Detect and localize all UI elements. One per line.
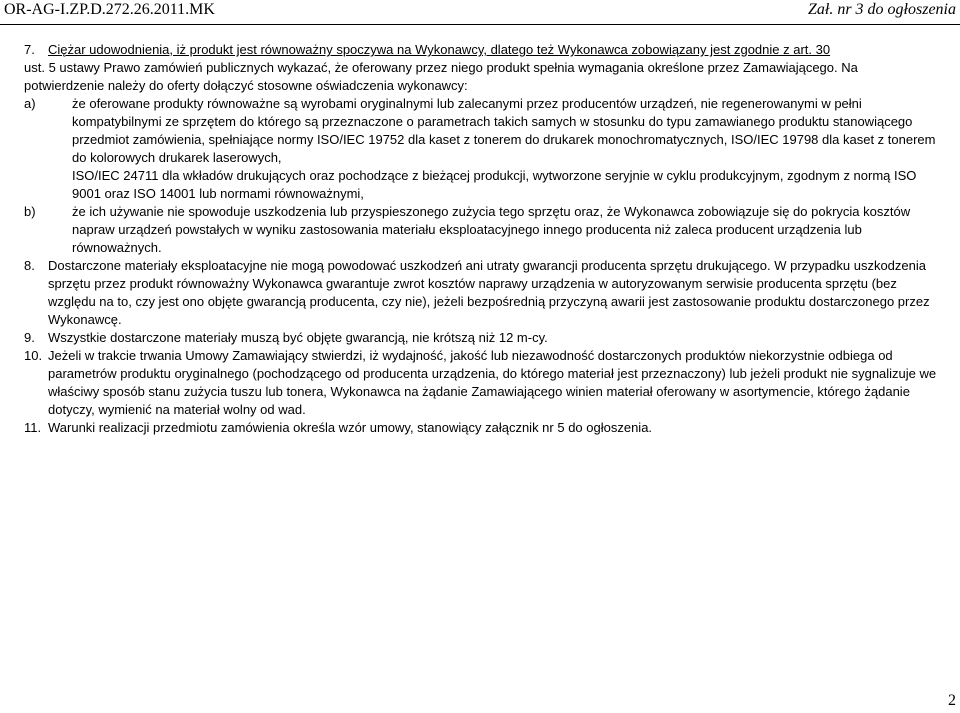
item-number: 10. bbox=[24, 348, 43, 363]
subitem-label: a) bbox=[24, 96, 36, 111]
subitem-text-2: ISO/IEC 24711 dla wkładów drukujących oraz pochodzące z bieżącej produkcji, wytworzone seryjnie w cyklu produkcyjnym, zgodnym z normą ISO 9001 oraz ISO 14001 lub normami równoważnymi, bbox=[72, 168, 917, 201]
subitem-text: że ich używanie nie spowoduje uszkodzenia lub przyspieszonego zużycia tego sprzętu oraz, że Wykonawca zobowiązuje się do pokrycia kosztów napraw urządzeń powstałych w wyniku zastosowania materiału eksploatacyjnego innego producenta niż zaleca producent urządzenia lub równoważnych. bbox=[72, 204, 911, 255]
item-7 bbox=[24, 41, 939, 59]
item-number: 9. bbox=[24, 330, 35, 345]
subitem-b bbox=[24, 203, 939, 257]
page-header bbox=[0, 0, 960, 24]
item-11 bbox=[24, 419, 939, 437]
item-text: Ciężar udowodnienia, iż produkt jest równoważny spoczywa na Wykonawcy, dlatego też Wykonawca zobowiązany jest zgodnie z art. 30 bbox=[48, 42, 831, 57]
item-9 bbox=[24, 329, 939, 347]
item-7-continuation: ust. 5 ustawy Prawo zamówień publicznych wykazać, że oferowany przez niego produkt spełnia wymagania określone przez Zamawiającego. Na potwierdzenie należy do oferty dołączyć stosowne oświadczenia wykonawcy: bbox=[24, 60, 858, 93]
item-text: Warunki realizacji przedmiotu zamówienia określa wzór umowy, stanowiący załącznik nr 5 do ogłoszenia. bbox=[48, 420, 653, 435]
item-text: Dostarczone materiały eksploatacyjne nie mogą powodować uszkodzeń ani utraty gwarancji producenta sprzętu drukującego. W przypadku uszkodzenia sprzętu przez produkt równoważny Wykonawca gwarantuje zwrot kosztów naprawy urządzenia w autoryzowanym serwisie producenta sprzętu (bez względu na to, czy jest ono objęte gwarancją producenta, czy nie), jeżeli bezpośrednią przyczyną awarii jest zastosowanie produktu dostarczonego przez Wykonawcę. bbox=[48, 258, 930, 327]
header-rule bbox=[0, 24, 960, 25]
item-10 bbox=[24, 347, 939, 419]
item-8 bbox=[24, 257, 939, 329]
item-number: 8. bbox=[24, 258, 35, 273]
item-number: 11. bbox=[24, 420, 42, 435]
item-number: 7. bbox=[24, 42, 35, 57]
item-text: Jeżeli w trakcie trwania Umowy Zamawiający stwierdzi, iż wydajność, jakość lub niezawodność dostarczonych produktów niekorzystnie odbiega od parametrów produktu oryginalnego (pochodzącego od producenta urządzenia, do którego materiał jest przeznaczony) lub jeżeli produkt nie sygnalizuje we właściwy sposób stanu zużycia tuszu lub tonera, Wykonawca na żądanie Zamawiającego winien materiał oferowany w asortymencie, którego żądanie dotyczy, wymienić na materiał wolny od wad. bbox=[48, 348, 937, 417]
document-reference: OR-AG-I.ZP.D.272.26.2011.MK bbox=[4, 1, 215, 18]
item-text: Wszystkie dostarczone materiały muszą być objęte gwarancją, nie krótszą niż 12 m-cy. bbox=[48, 330, 548, 345]
document-body bbox=[24, 41, 939, 437]
subitem-text: że oferowane produkty równoważne są wyrobami oryginalnymi lub zalecanymi przez producentów urządzeń, nie regenerowanymi w pełni kompatybilnymi ze sprzętem do którego są przeznaczone o parametrach takich samych w stosunku do typu zamawianego produktu stanowiącego przedmiot zamówienia, spełniające normy ISO/IEC 19752 dla kaset z tonerem do drukarek monochromatycznych, ISO/IEC 19798 dla kaset z tonerem do kolorowych drukarek laserowych, bbox=[72, 96, 936, 165]
subitem-label: b) bbox=[24, 204, 36, 219]
page-number: 2 bbox=[948, 692, 956, 709]
subitem-a bbox=[24, 95, 939, 203]
attachment-label: Zał. nr 3 do ogłoszenia bbox=[807, 1, 956, 18]
